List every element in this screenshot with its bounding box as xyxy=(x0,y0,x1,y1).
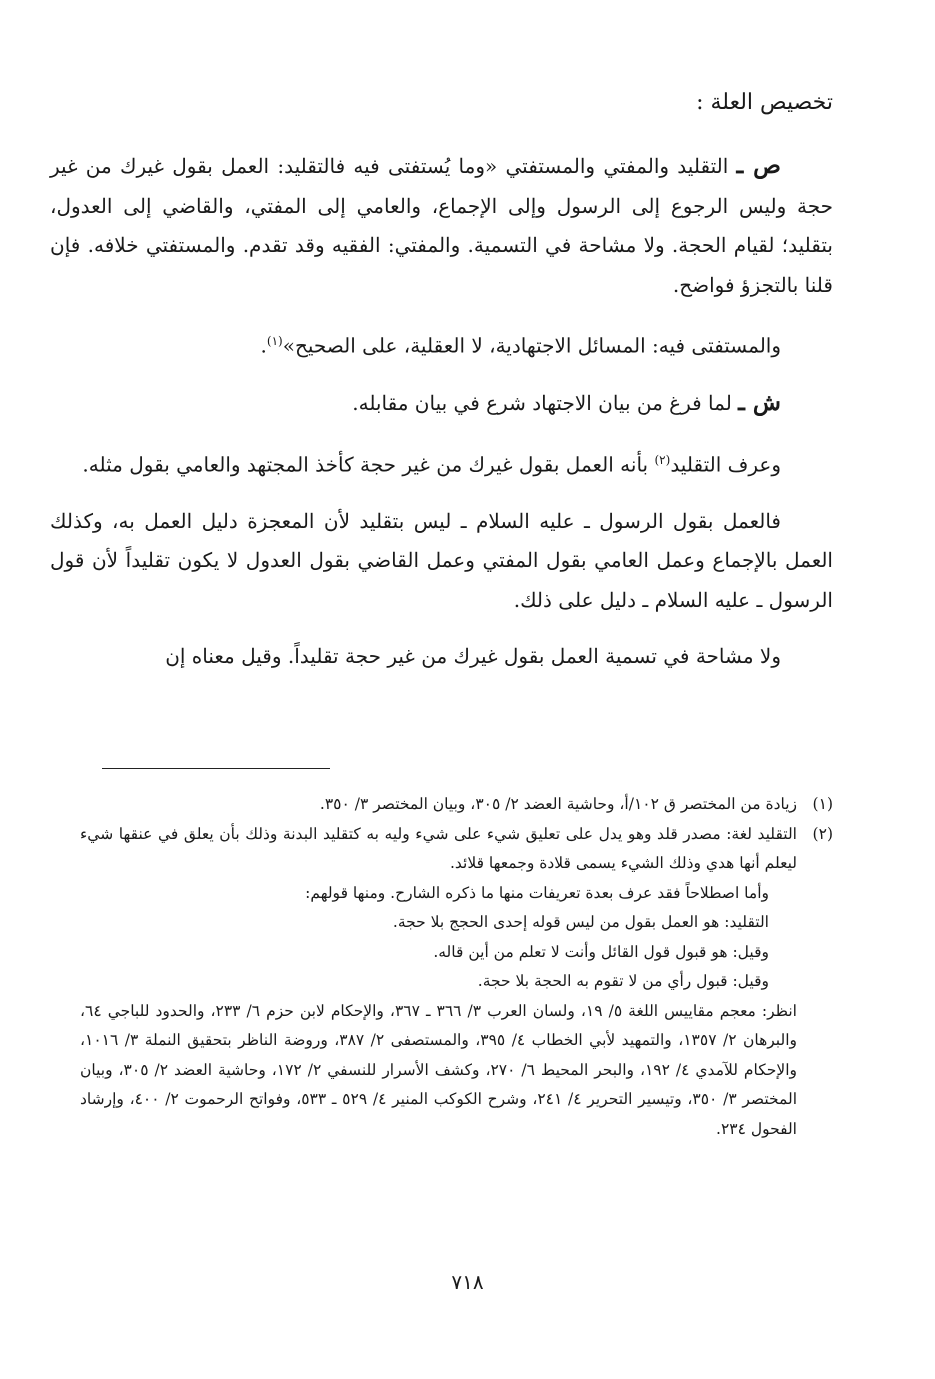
paragraph-end: . xyxy=(260,333,267,358)
section-heading: تخصيص العلة : xyxy=(696,90,833,115)
footnote-line: وأما اصطلاحاً فقد عرف بعدة تعريفات منها ما ذكره الشارح. ومنها قولهم: xyxy=(305,883,769,902)
footnote-2 xyxy=(80,820,833,879)
paragraph-text: والمستفتى فيه: المسائل الاجتهادية، لا العقلية، على الصحيح» xyxy=(282,333,781,358)
matn-marker: ص ـ xyxy=(736,152,781,179)
matn-text: التقليد والمفتي والمستفتي «وما يُستفتى فيه فالتقليد: العمل بقول غيرك من غير حجة وليس الرجوع إلى الرسول وإلى الإجماع، والعامي إلى المفتي، والقاضي إلى العدول، بتقليد؛ لقيام الحجة. ولا مشاحة في التسمية. والمفتي: الفقيه وقد تقدم. والمستفتي خلافه. فإن قلنا بالتجزؤ فواضح. xyxy=(50,154,833,297)
footnote-separator xyxy=(102,768,330,769)
footnote-number: (١) xyxy=(812,795,833,813)
paragraph-text: بأنه العمل بقول غيرك من غير حجة كأخذ المجتهد والعامي بقول مثله. xyxy=(82,452,655,477)
paragraph-continued: ولا مشاحة في تسمية العمل بقول غيرك من غير حجة تقليداً. وقيل معناه إن xyxy=(165,644,781,669)
footnote-1 xyxy=(80,790,833,820)
paragraph-definition xyxy=(50,441,833,485)
sharh-text: لما فرغ من بيان الاجتهاد شرع في بيان مقابله. xyxy=(352,391,739,416)
page-number: ٧١٨ xyxy=(451,1270,484,1294)
paragraph-sharh xyxy=(50,383,833,424)
footnote-ref-1[interactable]: (١) xyxy=(266,334,283,348)
footnote-line: وقيل: هو قبول قول القائل وأنت لا تعلم من أين قاله. xyxy=(433,942,769,961)
footnote-references: انظر: معجم مقاييس اللغة ٥/ ١٩، ولسان العرب ٣/ ٣٦٦ ـ ٣٦٧، والإحكام لابن حزم ٦/ ٢٣٣، والحدود للباجي ٦٤، والبرهان ٢/ ١٣٥٧، والتمهيد لأبي الخطاب ٤/ ٣٩٥، والمستصفى ٢/ ٣٨٧، وروضة الناظر بتحقيق النملة ٣/ ١٠١٦، والإحكام للآمدي ٤/ ١٩٢، والبحر المحيط ٦/ ٢٧٠، وكشف الأسرار للنسفي ٢/ ١٧٢، وحاشية العضد ٢/ ٣٠٥، وبيان المختصر ٣/ ٣٥٠، وتيسير التحرير ٤/ ٢٤١، وشرح الكوكب المنير ٤/ ٥٢٩ ـ ٥٣٣، وفواتح الرحموت ٢/ ٤٠٠، وإرشاد الفحول ٢٣٤. xyxy=(80,1001,798,1138)
sharh-marker: ش ـ xyxy=(738,389,781,417)
paragraph-examples: فالعمل بقول الرسول ـ عليه السلام ـ ليس بتقليد لأن المعجزة دليل العمل به، وكذلك العمل بالإجماع وعمل العامي بقول المفتي وعمل القاضي بقول العدول لا يكون تقليداً لأن قول الرسول ـ عليه السلام ـ دليل على ذلك. xyxy=(50,508,833,612)
footnote-line: وقيل: قبول رأي من لا تقوم به الحجة بلا حجة. xyxy=(477,972,769,990)
footnote-line: التقليد: هو العمل بقول من ليس قوله إحدى الحجج بلا حجة. xyxy=(392,913,769,931)
main-text xyxy=(50,146,833,694)
footnotes xyxy=(80,790,833,1144)
footnote-number: (٢) xyxy=(812,824,833,843)
paragraph-text: وعرف التقليد xyxy=(670,452,781,477)
footnote-ref-2[interactable]: (٢) xyxy=(654,452,671,467)
footnote-text: التقليد لغة: مصدر قلد وهو يدل على تعليق شيء على شيء وليه به كتقليد البدنة وذلك بأن يعلق في عنقها شيء ليعلم أنها هدي وذلك الشيء يسمى قلادة وجمعها قلائد. xyxy=(80,824,797,872)
paragraph-mustafta-fihi xyxy=(50,322,833,366)
paragraph-matn xyxy=(50,146,833,305)
footnote-text: زيادة من المختصر ق ١٠٢/أ، وحاشية العضد ٢/ ٣٠٥، وبيان المختصر ٣/ ٣٥٠. xyxy=(319,795,797,813)
